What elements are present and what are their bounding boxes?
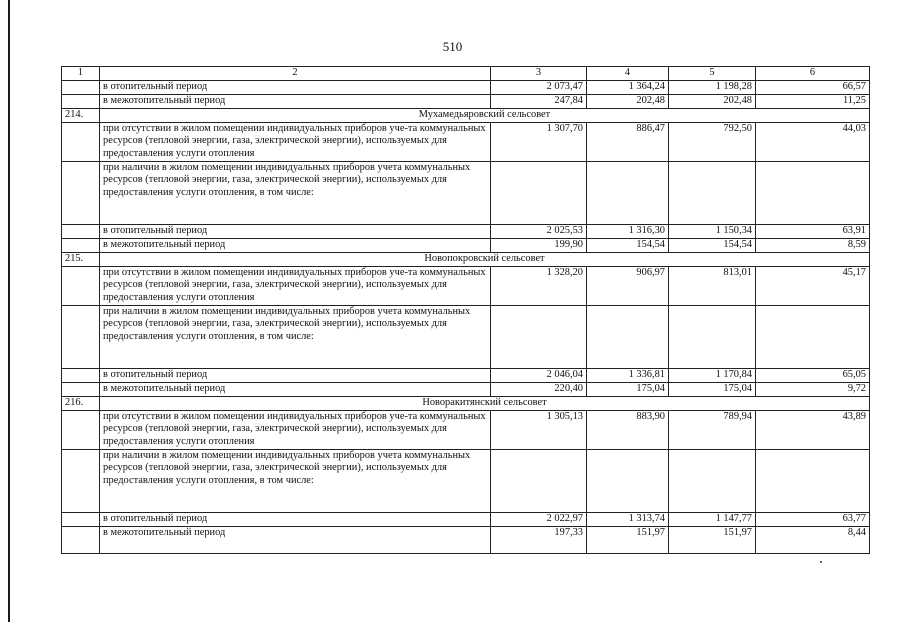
index-cell bbox=[62, 411, 100, 450]
value-col3 bbox=[491, 306, 587, 369]
index-cell bbox=[62, 81, 100, 95]
settlement-name: Мухамедьяровский сельсовет bbox=[100, 109, 870, 123]
value-col3: 2 073,47 bbox=[491, 81, 587, 95]
tariff-table bbox=[61, 66, 870, 554]
value-col6 bbox=[756, 306, 870, 369]
value-col3: 1 328,20 bbox=[491, 267, 587, 306]
table-row bbox=[62, 369, 870, 383]
row-label: при наличии в жилом помещении индивидуальных приборов учета коммунальных ресурсов (тепловой энергии, газа, электрической энергии), используемых для предоставления услуги отопления, в том числе: bbox=[100, 162, 491, 225]
value-col6: 45,17 bbox=[756, 267, 870, 306]
value-col6 bbox=[756, 450, 870, 513]
column-header: 6 bbox=[756, 67, 870, 81]
column-header: 4 bbox=[587, 67, 669, 81]
value-col6: 8,44 bbox=[756, 527, 870, 554]
value-col4 bbox=[587, 306, 669, 369]
row-label: в отопительный период bbox=[100, 81, 491, 95]
table-row bbox=[62, 527, 870, 554]
table-row bbox=[62, 95, 870, 109]
value-col4: 1 336,81 bbox=[587, 369, 669, 383]
settlement-name: Новоракитянский сельсовет bbox=[100, 397, 870, 411]
settlement-header-row bbox=[62, 253, 870, 267]
row-label: в межотопительный период bbox=[100, 239, 491, 253]
page-number: 510 bbox=[442, 39, 463, 54]
value-col5: 1 150,34 bbox=[669, 225, 756, 239]
column-header-row bbox=[62, 67, 870, 81]
table-row bbox=[62, 225, 870, 239]
index-cell bbox=[62, 383, 100, 397]
index-cell bbox=[62, 162, 100, 225]
column-header: 5 bbox=[669, 67, 756, 81]
index-cell bbox=[62, 95, 100, 109]
index-cell bbox=[62, 306, 100, 369]
row-label: при наличии в жилом помещении индивидуальных приборов учета коммунальных ресурсов (тепловой энергии, газа, электрической энергии), используемых для предоставления услуги отопления, в том числе: bbox=[100, 306, 491, 369]
section-index: 215. bbox=[62, 253, 100, 267]
row-label: в отопительный период bbox=[100, 225, 491, 239]
value-col5: 813,01 bbox=[669, 267, 756, 306]
table-row bbox=[62, 267, 870, 306]
table-row bbox=[62, 306, 870, 369]
value-col3: 247,84 bbox=[491, 95, 587, 109]
value-col6: 63,77 bbox=[756, 513, 870, 527]
settlement-header-row bbox=[62, 397, 870, 411]
row-label: при отсутствии в жилом помещении индивидуальных приборов уче-та коммунальных ресурсов (тепловой энергии, газа, электрической энергии), используемых для предоставления услуги отопления bbox=[100, 123, 491, 162]
table-row bbox=[62, 162, 870, 225]
value-col5: 1 147,77 bbox=[669, 513, 756, 527]
value-col5 bbox=[669, 306, 756, 369]
table-row bbox=[62, 239, 870, 253]
value-col3: 199,90 bbox=[491, 239, 587, 253]
value-col3: 197,33 bbox=[491, 527, 587, 554]
settlement-header-row bbox=[62, 109, 870, 123]
table-row bbox=[62, 123, 870, 162]
table-row bbox=[62, 411, 870, 450]
value-col5: 1 198,28 bbox=[669, 81, 756, 95]
index-cell bbox=[62, 527, 100, 554]
value-col6: 9,72 bbox=[756, 383, 870, 397]
column-header: 1 bbox=[62, 67, 100, 81]
scan-edge bbox=[8, 0, 10, 622]
value-col3: 1 307,70 bbox=[491, 123, 587, 162]
row-label: в межотопительный период bbox=[100, 527, 491, 554]
settlement-name: Новопокровский сельсовет bbox=[100, 253, 870, 267]
row-label: в межотопительный период bbox=[100, 383, 491, 397]
value-col4: 151,97 bbox=[587, 527, 669, 554]
value-col6: 66,57 bbox=[756, 81, 870, 95]
value-col4: 154,54 bbox=[587, 239, 669, 253]
index-cell bbox=[62, 513, 100, 527]
value-col4: 202,48 bbox=[587, 95, 669, 109]
value-col6: 8,59 bbox=[756, 239, 870, 253]
value-col6: 11,25 bbox=[756, 95, 870, 109]
table-row bbox=[62, 383, 870, 397]
section-index: 216. bbox=[62, 397, 100, 411]
row-label: в межотопительный период bbox=[100, 95, 491, 109]
scan-speck bbox=[820, 561, 822, 563]
index-cell bbox=[62, 225, 100, 239]
row-label: при отсутствии в жилом помещении индивидуальных приборов уче-та коммунальных ресурсов (тепловой энергии, газа, электрической энергии), используемых для предоставления услуги отопления bbox=[100, 267, 491, 306]
row-label: при наличии в жилом помещении индивидуальных приборов учета коммунальных ресурсов (тепловой энергии, газа, электрической энергии), используемых для предоставления услуги отопления, в том числе: bbox=[100, 450, 491, 513]
value-col5 bbox=[669, 450, 756, 513]
value-col6: 43,89 bbox=[756, 411, 870, 450]
value-col5: 1 170,84 bbox=[669, 369, 756, 383]
value-col3: 1 305,13 bbox=[491, 411, 587, 450]
value-col4: 886,47 bbox=[587, 123, 669, 162]
value-col5 bbox=[669, 162, 756, 225]
value-col4 bbox=[587, 450, 669, 513]
value-col3: 2 046,04 bbox=[491, 369, 587, 383]
table-row bbox=[62, 81, 870, 95]
value-col3: 2 022,97 bbox=[491, 513, 587, 527]
index-cell bbox=[62, 123, 100, 162]
value-col4: 906,97 bbox=[587, 267, 669, 306]
value-col3: 220,40 bbox=[491, 383, 587, 397]
row-label: в отопительный период bbox=[100, 369, 491, 383]
value-col5: 151,97 bbox=[669, 527, 756, 554]
value-col4: 883,90 bbox=[587, 411, 669, 450]
value-col3 bbox=[491, 450, 587, 513]
value-col6: 65,05 bbox=[756, 369, 870, 383]
value-col5: 154,54 bbox=[669, 239, 756, 253]
value-col6 bbox=[756, 162, 870, 225]
value-col5: 792,50 bbox=[669, 123, 756, 162]
index-cell bbox=[62, 239, 100, 253]
value-col5: 789,94 bbox=[669, 411, 756, 450]
table-row bbox=[62, 450, 870, 513]
value-col4 bbox=[587, 162, 669, 225]
table-body bbox=[62, 67, 870, 554]
value-col6: 44,03 bbox=[756, 123, 870, 162]
row-label: при отсутствии в жилом помещении индивидуальных приборов уче-та коммунальных ресурсов (тепловой энергии, газа, электрической энергии), используемых для предоставления услуги отопления bbox=[100, 411, 491, 450]
value-col5: 202,48 bbox=[669, 95, 756, 109]
value-col4: 1 316,30 bbox=[587, 225, 669, 239]
row-label: в отопительный период bbox=[100, 513, 491, 527]
value-col6: 63,91 bbox=[756, 225, 870, 239]
column-header: 3 bbox=[491, 67, 587, 81]
value-col4: 1 313,74 bbox=[587, 513, 669, 527]
value-col3: 2 025,53 bbox=[491, 225, 587, 239]
value-col5: 175,04 bbox=[669, 383, 756, 397]
value-col3 bbox=[491, 162, 587, 225]
column-header: 2 bbox=[100, 67, 491, 81]
index-cell bbox=[62, 369, 100, 383]
section-index: 214. bbox=[62, 109, 100, 123]
table-row bbox=[62, 513, 870, 527]
index-cell bbox=[62, 267, 100, 306]
value-col4: 175,04 bbox=[587, 383, 669, 397]
index-cell bbox=[62, 450, 100, 513]
value-col4: 1 364,24 bbox=[587, 81, 669, 95]
